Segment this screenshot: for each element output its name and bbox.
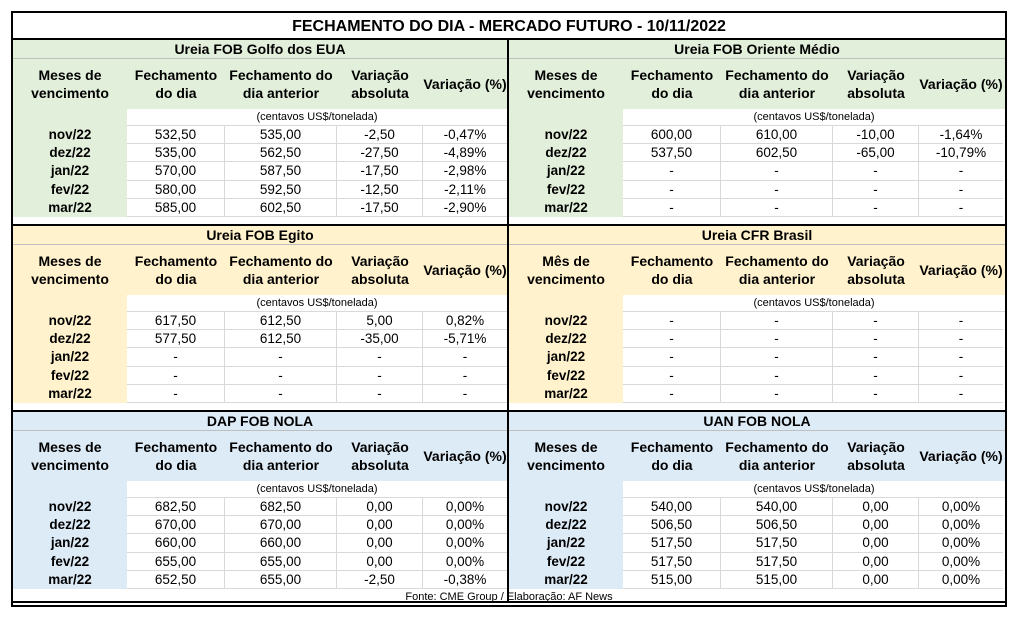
market-table-sheet	[11, 11, 1007, 607]
table-cell: -	[919, 348, 1003, 366]
table-cell: 0,00%	[919, 498, 1003, 516]
table-cell: 0,00	[337, 516, 423, 534]
table-cell: jan/22	[13, 162, 127, 180]
table-cell: 670,00	[127, 516, 225, 534]
panel-dap-fob-nola	[13, 412, 509, 601]
table-cell: 0,00	[337, 553, 423, 571]
table-cell: 515,00	[623, 571, 721, 589]
source-footer: Fonte: CME Group / Elaboração: AF News	[405, 591, 613, 603]
table-cell: -	[721, 199, 833, 217]
unit-label: (centavos US$/tonelada)	[127, 109, 507, 126]
table-cell: -10,79%	[919, 144, 1003, 162]
table-cell: dez/22	[509, 516, 623, 534]
table-cell: -17,50	[337, 162, 423, 180]
table-row	[509, 367, 1005, 385]
table-cell: -12,50	[337, 181, 423, 199]
table-cell: nov/22	[13, 498, 127, 516]
table-cell: jan/22	[13, 534, 127, 552]
table-cell: 682,50	[225, 498, 337, 516]
table-header	[509, 245, 1005, 295]
table-cell: -65,00	[833, 144, 919, 162]
table-row	[13, 199, 507, 217]
table-cell: -	[721, 162, 833, 180]
table-cell: 655,00	[225, 553, 337, 571]
table-cell: -2,50	[337, 126, 423, 144]
table-cell: 655,00	[127, 553, 225, 571]
panel-row-2	[13, 226, 1005, 412]
unit-row	[13, 481, 507, 498]
column-header: Meses de vencimento	[527, 67, 605, 101]
unit-row	[509, 109, 1005, 126]
table-cell: -	[833, 348, 919, 366]
table-cell: 617,50	[127, 312, 225, 330]
table-cell: -	[833, 385, 919, 403]
table-cell: 5,00	[337, 312, 423, 330]
table-cell: 506,50	[721, 516, 833, 534]
table-cell: -	[919, 385, 1003, 403]
table-row	[13, 162, 507, 180]
table-cell: 655,00	[225, 571, 337, 589]
table-cell: 537,50	[623, 144, 721, 162]
table-cell: jan/22	[509, 162, 623, 180]
table-cell: 612,50	[225, 312, 337, 330]
table-cell: fev/22	[509, 367, 623, 385]
table-cell: 585,00	[127, 199, 225, 217]
table-cell: 0,00	[833, 553, 919, 571]
column-header: Variação (%)	[919, 76, 1003, 92]
column-header: Variação (%)	[919, 262, 1003, 278]
table-cell: 682,50	[127, 498, 225, 516]
table-cell: nov/22	[13, 312, 127, 330]
table-cell: 0,00%	[423, 516, 507, 534]
table-cell: -	[721, 330, 833, 348]
table-cell: 570,00	[127, 162, 225, 180]
table-cell: dez/22	[13, 516, 127, 534]
table-cell: -	[225, 348, 337, 366]
column-header: Meses de vencimento	[31, 439, 109, 473]
table-cell: 0,00%	[423, 534, 507, 552]
table-cell: fev/22	[13, 181, 127, 199]
table-cell: 532,50	[127, 126, 225, 144]
column-header: Fechamento do dia	[134, 67, 218, 101]
table-cell: 0,00	[833, 534, 919, 552]
column-header: Meses de vencimento	[527, 439, 605, 473]
table-cell: fev/22	[13, 367, 127, 385]
table-cell: -	[721, 367, 833, 385]
table-cell: -4,89%	[423, 144, 507, 162]
column-header: Variação absoluta	[847, 439, 905, 473]
table-row	[13, 312, 507, 330]
table-header	[509, 431, 1005, 481]
table-cell: 0,00%	[919, 571, 1003, 589]
table-row	[13, 144, 507, 162]
table-row	[509, 330, 1005, 348]
table-cell: 670,00	[225, 516, 337, 534]
table-row	[509, 385, 1005, 403]
table-cell: 517,50	[721, 553, 833, 571]
column-header: Variação (%)	[423, 448, 507, 464]
table-cell: -17,50	[337, 199, 423, 217]
table-cell: -2,90%	[423, 199, 507, 217]
table-cell: -	[337, 348, 423, 366]
table-cell: -	[337, 385, 423, 403]
table-cell: fev/22	[509, 553, 623, 571]
table-cell: -	[833, 199, 919, 217]
table-cell: 580,00	[127, 181, 225, 199]
table-cell: 0,00%	[919, 516, 1003, 534]
table-row	[509, 348, 1005, 366]
table-cell: 535,00	[225, 126, 337, 144]
table-cell: fev/22	[13, 553, 127, 571]
table-row	[13, 367, 507, 385]
table-cell: -	[623, 181, 721, 199]
table-cell: 0,00	[833, 516, 919, 534]
table-cell: -	[423, 348, 507, 366]
table-cell: 0,00	[337, 534, 423, 552]
table-cell: 577,50	[127, 330, 225, 348]
table-row	[13, 553, 507, 571]
table-cell: -	[623, 199, 721, 217]
panel-ureia-fob-golfo	[13, 40, 509, 224]
panel-title: UAN FOB NOLA	[509, 412, 1005, 431]
table-cell: -	[721, 348, 833, 366]
unit-label: (centavos US$/tonelada)	[127, 295, 507, 312]
table-cell: 517,50	[623, 553, 721, 571]
table-cell: nov/22	[509, 312, 623, 330]
table-cell: -	[337, 367, 423, 385]
table-cell: -	[623, 312, 721, 330]
unit-label: (centavos US$/tonelada)	[623, 109, 1005, 126]
table-cell: 660,00	[127, 534, 225, 552]
table-row	[13, 181, 507, 199]
table-cell: 562,50	[225, 144, 337, 162]
table-cell: mar/22	[13, 385, 127, 403]
table-cell: 652,50	[127, 571, 225, 589]
panel-ureia-cfr-brasil	[509, 226, 1005, 410]
table-cell: -27,50	[337, 144, 423, 162]
table-cell: -	[623, 162, 721, 180]
table-cell: 0,00	[833, 571, 919, 589]
table-cell: -5,71%	[423, 330, 507, 348]
unit-label: (centavos US$/tonelada)	[623, 481, 1005, 498]
table-row	[509, 126, 1005, 144]
table-cell: -	[919, 367, 1003, 385]
table-header	[13, 59, 507, 109]
table-row	[509, 571, 1005, 589]
table-cell: -	[721, 385, 833, 403]
table-cell: -	[721, 312, 833, 330]
table-row	[13, 516, 507, 534]
table-cell: mar/22	[509, 199, 623, 217]
table-cell: 0,82%	[423, 312, 507, 330]
column-header: Fechamento do dia anterior	[725, 253, 829, 287]
table-cell: -	[225, 367, 337, 385]
table-row	[509, 199, 1005, 217]
unit-row	[509, 295, 1005, 312]
column-header: Fechamento do dia anterior	[725, 439, 829, 473]
table-cell: -	[833, 312, 919, 330]
table-cell: -2,50	[337, 571, 423, 589]
table-cell: fev/22	[509, 181, 623, 199]
table-cell: 517,50	[721, 534, 833, 552]
table-cell: 0,00%	[919, 553, 1003, 571]
table-cell: 515,00	[721, 571, 833, 589]
panel-row-1	[13, 40, 1005, 226]
column-header: Fechamento do dia	[630, 253, 714, 287]
table-cell: -2,98%	[423, 162, 507, 180]
table-cell: mar/22	[509, 385, 623, 403]
table-cell: 602,50	[721, 144, 833, 162]
table-cell: -	[423, 367, 507, 385]
table-cell: dez/22	[509, 330, 623, 348]
column-header: Meses de vencimento	[31, 67, 109, 101]
column-header: Fechamento do dia	[630, 67, 714, 101]
column-header: Variação absoluta	[847, 253, 905, 287]
table-cell: 610,00	[721, 126, 833, 144]
column-header: Meses de vencimento	[31, 253, 109, 287]
column-header: Variação (%)	[423, 76, 507, 92]
column-header: Mês de vencimento	[527, 253, 605, 287]
table-cell: -	[127, 385, 225, 403]
unit-label: (centavos US$/tonelada)	[127, 481, 507, 498]
table-cell: -10,00	[833, 126, 919, 144]
page-title: FECHAMENTO DO DIA - MERCADO FUTURO - 10/11/2022	[13, 13, 1005, 40]
table-cell: jan/22	[13, 348, 127, 366]
table-cell: 517,50	[623, 534, 721, 552]
table-row	[509, 553, 1005, 571]
column-header: Variação (%)	[423, 262, 507, 278]
column-header: Variação absoluta	[351, 253, 409, 287]
table-cell: -	[919, 199, 1003, 217]
table-cell: nov/22	[13, 126, 127, 144]
table-cell: 587,50	[225, 162, 337, 180]
unit-label: (centavos US$/tonelada)	[623, 295, 1005, 312]
panel-uan-fob-nola	[509, 412, 1005, 601]
table-row	[509, 144, 1005, 162]
table-cell: dez/22	[509, 144, 623, 162]
table-cell: mar/22	[13, 571, 127, 589]
table-cell: -	[423, 385, 507, 403]
column-header: Variação absoluta	[351, 439, 409, 473]
panel-ureia-fob-egito	[13, 226, 509, 410]
table-cell: 600,00	[623, 126, 721, 144]
table-cell: -	[919, 181, 1003, 199]
table-cell: -1,64%	[919, 126, 1003, 144]
table-header	[13, 245, 507, 295]
table-cell: 0,00%	[919, 534, 1003, 552]
table-cell: 612,50	[225, 330, 337, 348]
table-cell: -	[919, 162, 1003, 180]
table-cell: -	[833, 330, 919, 348]
table-row	[13, 330, 507, 348]
table-cell: 660,00	[225, 534, 337, 552]
table-cell: 0,00	[833, 498, 919, 516]
table-cell: -0,47%	[423, 126, 507, 144]
table-cell: 602,50	[225, 199, 337, 217]
table-cell: 0,00	[337, 498, 423, 516]
table-row	[13, 126, 507, 144]
table-cell: mar/22	[13, 199, 127, 217]
column-header: Variação absoluta	[847, 67, 905, 101]
column-header: Variação absoluta	[351, 67, 409, 101]
panel-title: Ureia CFR Brasil	[509, 226, 1005, 245]
table-cell: -0,38%	[423, 571, 507, 589]
table-cell: -	[225, 385, 337, 403]
table-cell: -	[833, 162, 919, 180]
panel-title: DAP FOB NOLA	[13, 412, 507, 431]
table-row	[13, 534, 507, 552]
panel-row-3	[13, 412, 1005, 603]
table-cell: 0,00%	[423, 498, 507, 516]
table-cell: -	[623, 367, 721, 385]
table-cell: 540,00	[721, 498, 833, 516]
column-header: Fechamento do dia	[630, 439, 714, 473]
table-row	[13, 385, 507, 403]
table-cell: 540,00	[623, 498, 721, 516]
panel-title: Ureia FOB Oriente Médio	[509, 40, 1005, 59]
unit-row	[13, 109, 507, 126]
table-row	[509, 534, 1005, 552]
table-cell: dez/22	[13, 144, 127, 162]
column-header: Fechamento do dia anterior	[725, 67, 829, 101]
panel-title: Ureia FOB Golfo dos EUA	[13, 40, 507, 59]
table-cell: -	[623, 385, 721, 403]
panel-ureia-fob-oriente-medio	[509, 40, 1005, 224]
table-cell: -	[833, 367, 919, 385]
table-cell: -	[919, 330, 1003, 348]
panel-title: Ureia FOB Egito	[13, 226, 507, 245]
table-cell: 535,00	[127, 144, 225, 162]
table-cell: -2,11%	[423, 181, 507, 199]
column-header: Fechamento do dia anterior	[229, 253, 333, 287]
table-row	[509, 498, 1005, 516]
column-header: Variação (%)	[919, 448, 1003, 464]
table-cell: -	[127, 348, 225, 366]
table-cell: -	[721, 181, 833, 199]
table-cell: -	[127, 367, 225, 385]
table-row	[509, 181, 1005, 199]
column-header: Fechamento do dia	[134, 439, 218, 473]
unit-row	[509, 481, 1005, 498]
table-row	[509, 516, 1005, 534]
table-cell: nov/22	[509, 498, 623, 516]
column-header: Fechamento do dia anterior	[229, 439, 333, 473]
table-cell: 506,50	[623, 516, 721, 534]
table-cell: 592,50	[225, 181, 337, 199]
table-row	[13, 498, 507, 516]
table-header	[509, 59, 1005, 109]
table-row	[13, 348, 507, 366]
table-cell: -	[833, 181, 919, 199]
table-cell: -	[623, 348, 721, 366]
table-row	[509, 312, 1005, 330]
table-cell: 0,00%	[423, 553, 507, 571]
table-row	[13, 571, 507, 589]
table-cell: jan/22	[509, 348, 623, 366]
table-cell: -35,00	[337, 330, 423, 348]
table-cell: nov/22	[509, 126, 623, 144]
table-cell: dez/22	[13, 330, 127, 348]
table-cell: -	[623, 330, 721, 348]
table-cell: jan/22	[509, 534, 623, 552]
table-cell: -	[919, 312, 1003, 330]
column-header: Fechamento do dia anterior	[229, 67, 333, 101]
table-header	[13, 431, 507, 481]
unit-row	[13, 295, 507, 312]
column-header: Fechamento do dia	[134, 253, 218, 287]
table-row	[509, 162, 1005, 180]
table-cell: mar/22	[509, 571, 623, 589]
